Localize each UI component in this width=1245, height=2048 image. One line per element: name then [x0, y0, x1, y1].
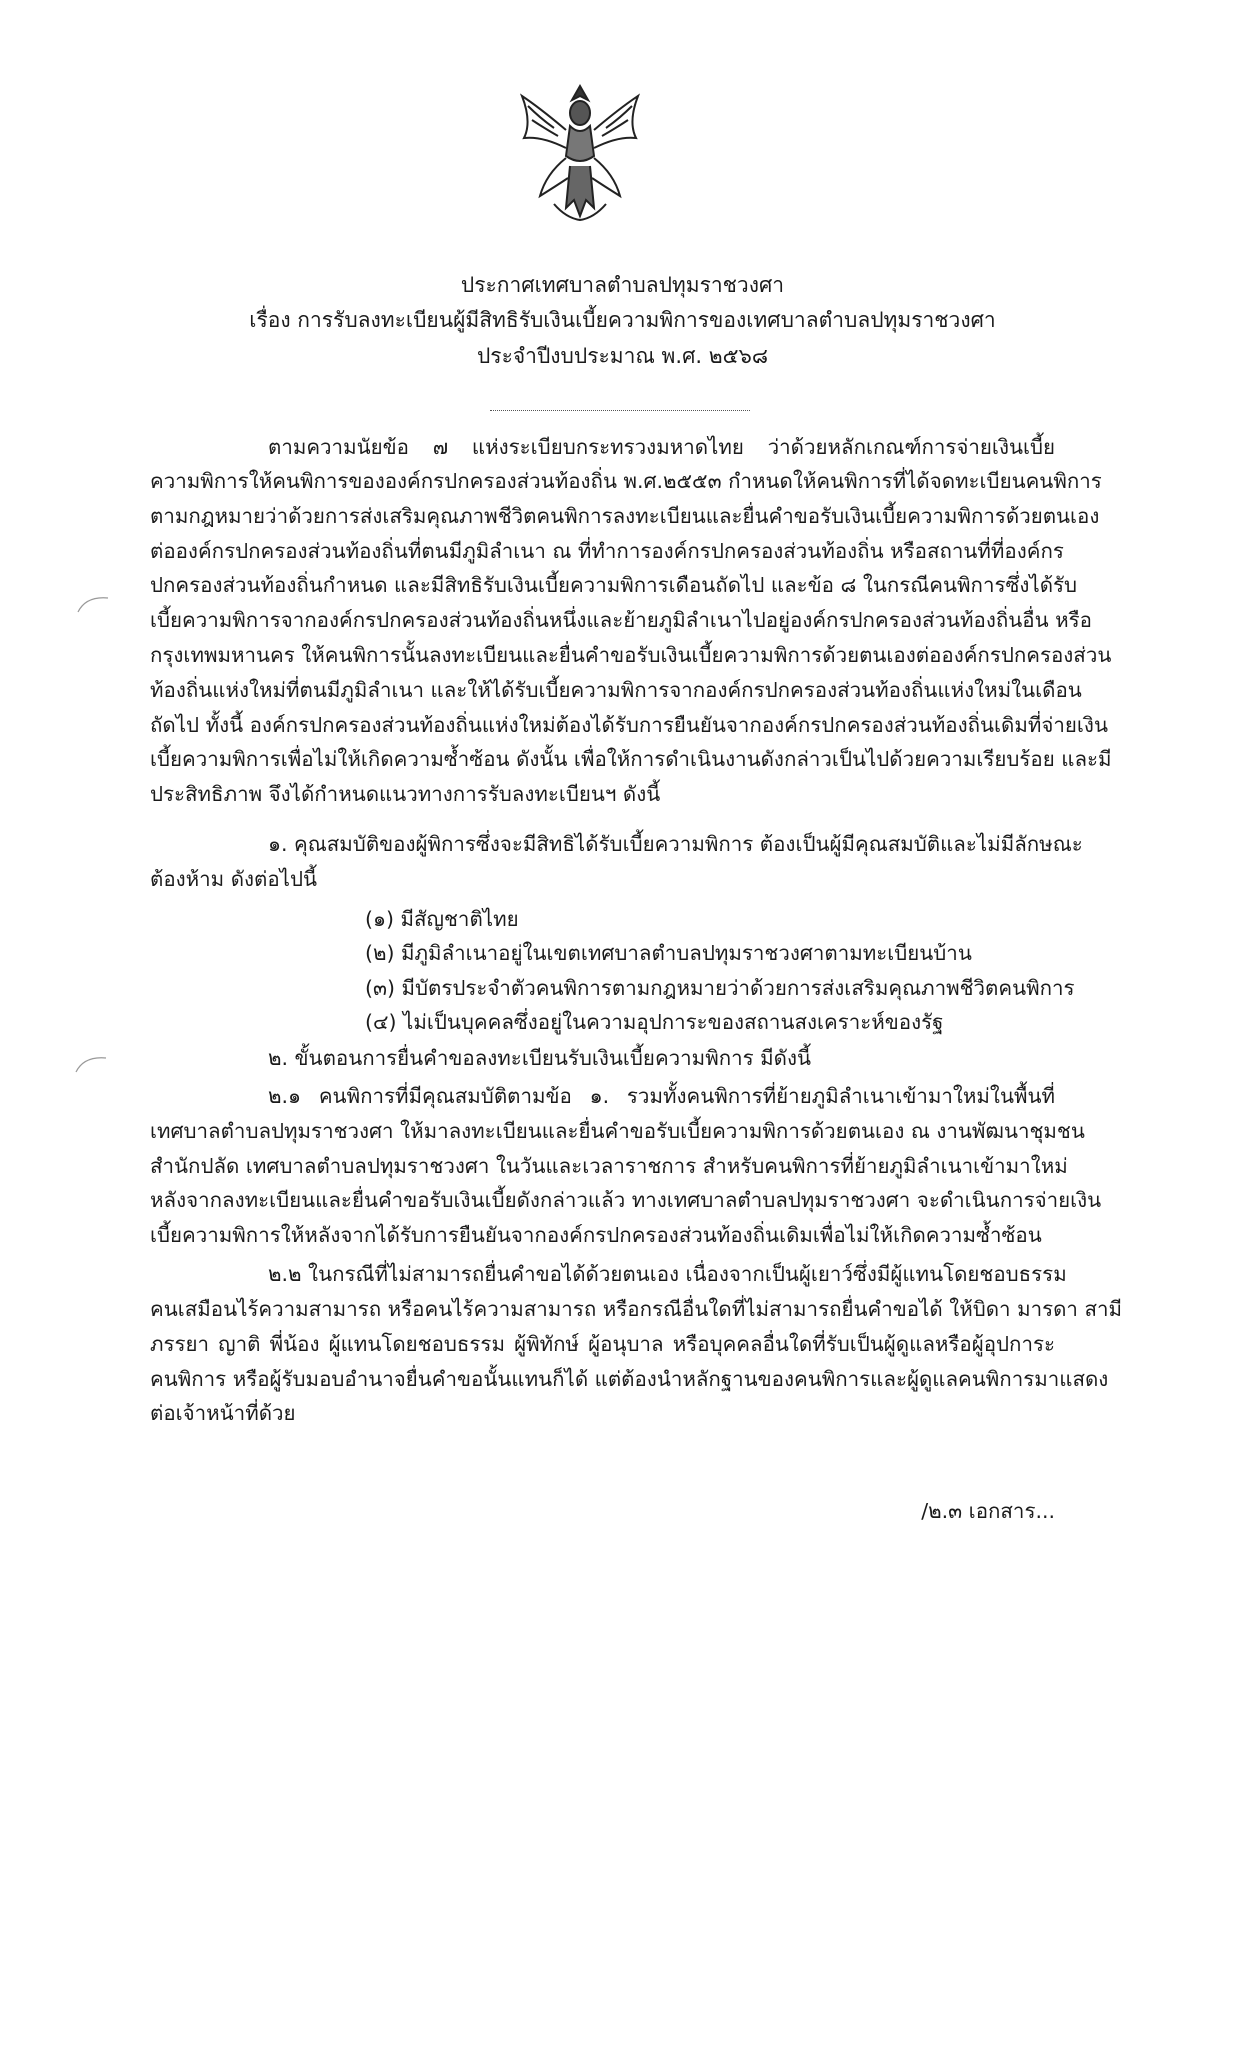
garuda-emblem-icon	[510, 78, 650, 228]
intro-line: เบี้ยความพิการจากองค์กรปกครองส่วนท้องถิ่นหนึ่งและย้ายภูมิลำเนาไปอยู่องค์กรปกครองส่วนท้องถิ่นอื่น หรือ	[150, 608, 1092, 632]
punch-hole-mark	[72, 1050, 112, 1080]
paragraph-2-2-line: ๒.๒ ในกรณีที่ไม่สามารถยื่นคำขอได้ด้วยตนเอง เนื่องจากเป็นผู้เยาว์ซึ่งมีผู้แทนโดยชอบธรรม	[268, 1262, 1067, 1286]
qualification-item: (๔) ไม่เป็นบุคคลซึ่งอยู่ในความอุปการะของสถานสงเคราะห์ของรัฐ	[365, 1010, 944, 1034]
section2-heading: ๒. ขั้นตอนการยื่นคำขอลงทะเบียนรับเงินเบี้ยความพิการ มีดังนี้	[268, 1046, 812, 1070]
intro-line: ท้องถิ่นแห่งใหม่ที่ตนมีภูมิลำเนา และให้ได้รับเบี้ยความพิการจากองค์กรปกครองส่วนท้องถิ่นแห่งใหม่ในเดือน	[150, 678, 1082, 702]
intro-line: ต่อองค์กรปกครองส่วนท้องถิ่นที่ตนมีภูมิลำเนา ณ ที่ทำการองค์กรปกครองส่วนท้องถิ่น หรือสถานที่ที่องค์กร	[150, 539, 1064, 563]
paragraph-2-2-line: คนเสมือนไร้ความสามารถ หรือคนไร้ความสามารถ หรือกรณีอื่นใดที่ไม่สามารถยื่นคำขอได้ ให้บิดา มารดา สามี	[150, 1297, 1122, 1321]
paragraph-2-1-line: สำนักปลัด เทศบาลตำบลปทุมราชวงศา ในวันและเวลาราชการ สำหรับคนพิการที่ย้ายภูมิลำเนาเข้ามาใหม่	[150, 1154, 1068, 1178]
intro-line: กรุงเทพมหานคร ให้คนพิการนั้นลงทะเบียนและยื่นคำขอรับเงินเบี้ยความพิการด้วยตนเองต่อองค์กรปกครองส่วน	[150, 643, 1112, 667]
paragraph-2-2-line: ต่อเจ้าหน้าที่ด้วย	[150, 1401, 296, 1425]
paragraph-2-2-line: ภรรยา ญาติ พี่น้อง ผู้แทนโดยชอบธรรม ผู้พิทักษ์ ผู้อนุบาล หรือบุคคลอื่นใดที่รับเป็นผู้ดูแลหรือผู้อุปการะ	[150, 1332, 1055, 1356]
announcement-title: ประกาศเทศบาลตำบลปทุมราชวงศา	[460, 273, 785, 297]
intro-line: เบี้ยความพิการเพื่อไม่ให้เกิดความซ้ำซ้อน ดังนั้น เพื่อให้การดำเนินงานดังกล่าวเป็นไปด้วยความเรียบร้อย และมี	[150, 747, 1112, 771]
announcement-fiscal-year: ประจำปีงบประมาณ พ.ศ. ๒๕๖๘	[476, 344, 769, 368]
paragraph-2-1-line: เบี้ยความพิการให้หลังจากได้รับการยืนยันจากองค์กรปกครองส่วนท้องถิ่นเดิมเพื่อไม่ให้เกิดความซ้ำซ้อน	[150, 1223, 1042, 1247]
intro-line: ถัดไป ทั้งนี้ องค์กรปกครองส่วนท้องถิ่นแห่งใหม่ต้องได้รับการยืนยันจากองค์กรปกครองส่วนท้องถิ่นเดิมที่จ่ายเงิน	[150, 713, 1108, 737]
header-divider	[490, 410, 750, 411]
paragraph-2-2-line: คนพิการ หรือผู้รับมอบอำนาจยื่นคำขอนั้นแทนก็ได้ แต่ต้องนำหลักฐานของคนพิการและผู้ดูแลคนพิการมาแสดง	[150, 1367, 1109, 1391]
announcement-subject: เรื่อง การรับลงทะเบียนผู้มีสิทธิรับเงินเบี้ยความพิการของเทศบาลตำบลปทุมราชวงศา	[249, 308, 996, 332]
qualification-item: (๑) มีสัญชาติไทย	[365, 907, 519, 931]
intro-line: ตามความนัยข้อ ๗ แห่งระเบียบกระทรวงมหาดไทย ว่าด้วยหลักเกณฑ์การจ่ายเงินเบี้ย	[268, 435, 1055, 459]
paragraph-2-1-line: หลังจากลงทะเบียนและยื่นคำขอรับเงินเบี้ยดังกล่าวแล้ว ทางเทศบาลตำบลปทุมราชวงศา จะดำเนินการจ่ายเงิน	[150, 1188, 1102, 1212]
intro-line: ปกครองส่วนท้องถิ่นกำหนด และมีสิทธิรับเงินเบี้ยความพิการเดือนถัดไป และข้อ ๘ ในกรณีคนพิการซึ่งได้รับ	[150, 573, 1078, 597]
paragraph-2-1-line: ๒.๑ คนพิการที่มีคุณสมบัติตามข้อ ๑. รวมทั้งคนพิการที่ย้ายภูมิลำเนาเข้ามาใหม่ในพื้นที่	[268, 1084, 1055, 1108]
section1-line: ต้องห้าม ดังต่อไปนี้	[150, 867, 317, 891]
intro-line: ตามกฎหมายว่าด้วยการส่งเสริมคุณภาพชีวิตคนพิการลงทะเบียนและยื่นคำขอรับเงินเบี้ยความพิการด้วยตนเอง	[150, 504, 1100, 528]
qualification-item: (๒) มีภูมิลำเนาอยู่ในเขตเทศบาลตำบลปทุมราชวงศาตามทะเบียนบ้าน	[365, 941, 972, 965]
intro-line: ประสิทธิภาพ จึงได้กำหนดแนวทางการรับลงทะเบียนฯ ดังนี้	[150, 782, 661, 806]
page-continuation: /๒.๓ เอกสาร...	[921, 1499, 1055, 1523]
intro-line: ความพิการให้คนพิการขององค์กรปกครองส่วนท้องถิ่น พ.ศ.๒๕๕๓ กำหนดให้คนพิการที่ได้จดทะเบียนคนพิการ	[150, 469, 1102, 493]
section1-line: ๑. คุณสมบัติของผู้พิการซึ่งจะมีสิทธิได้รับเบี้ยความพิการ ต้องเป็นผู้มีคุณสมบัติและไม่มีลักษณะ	[268, 832, 1083, 856]
punch-hole-mark	[74, 590, 114, 620]
paragraph-2-1-line: เทศบาลตำบลปทุมราชวงศา ให้มาลงทะเบียนและยื่นคำขอรับเบี้ยความพิการด้วยตนเอง ณ งานพัฒนาชุมชน	[150, 1119, 1085, 1143]
qualification-item: (๓) มีบัตรประจำตัวคนพิการตามกฎหมายว่าด้วยการส่งเสริมคุณภาพชีวิตคนพิการ	[365, 976, 1075, 1000]
